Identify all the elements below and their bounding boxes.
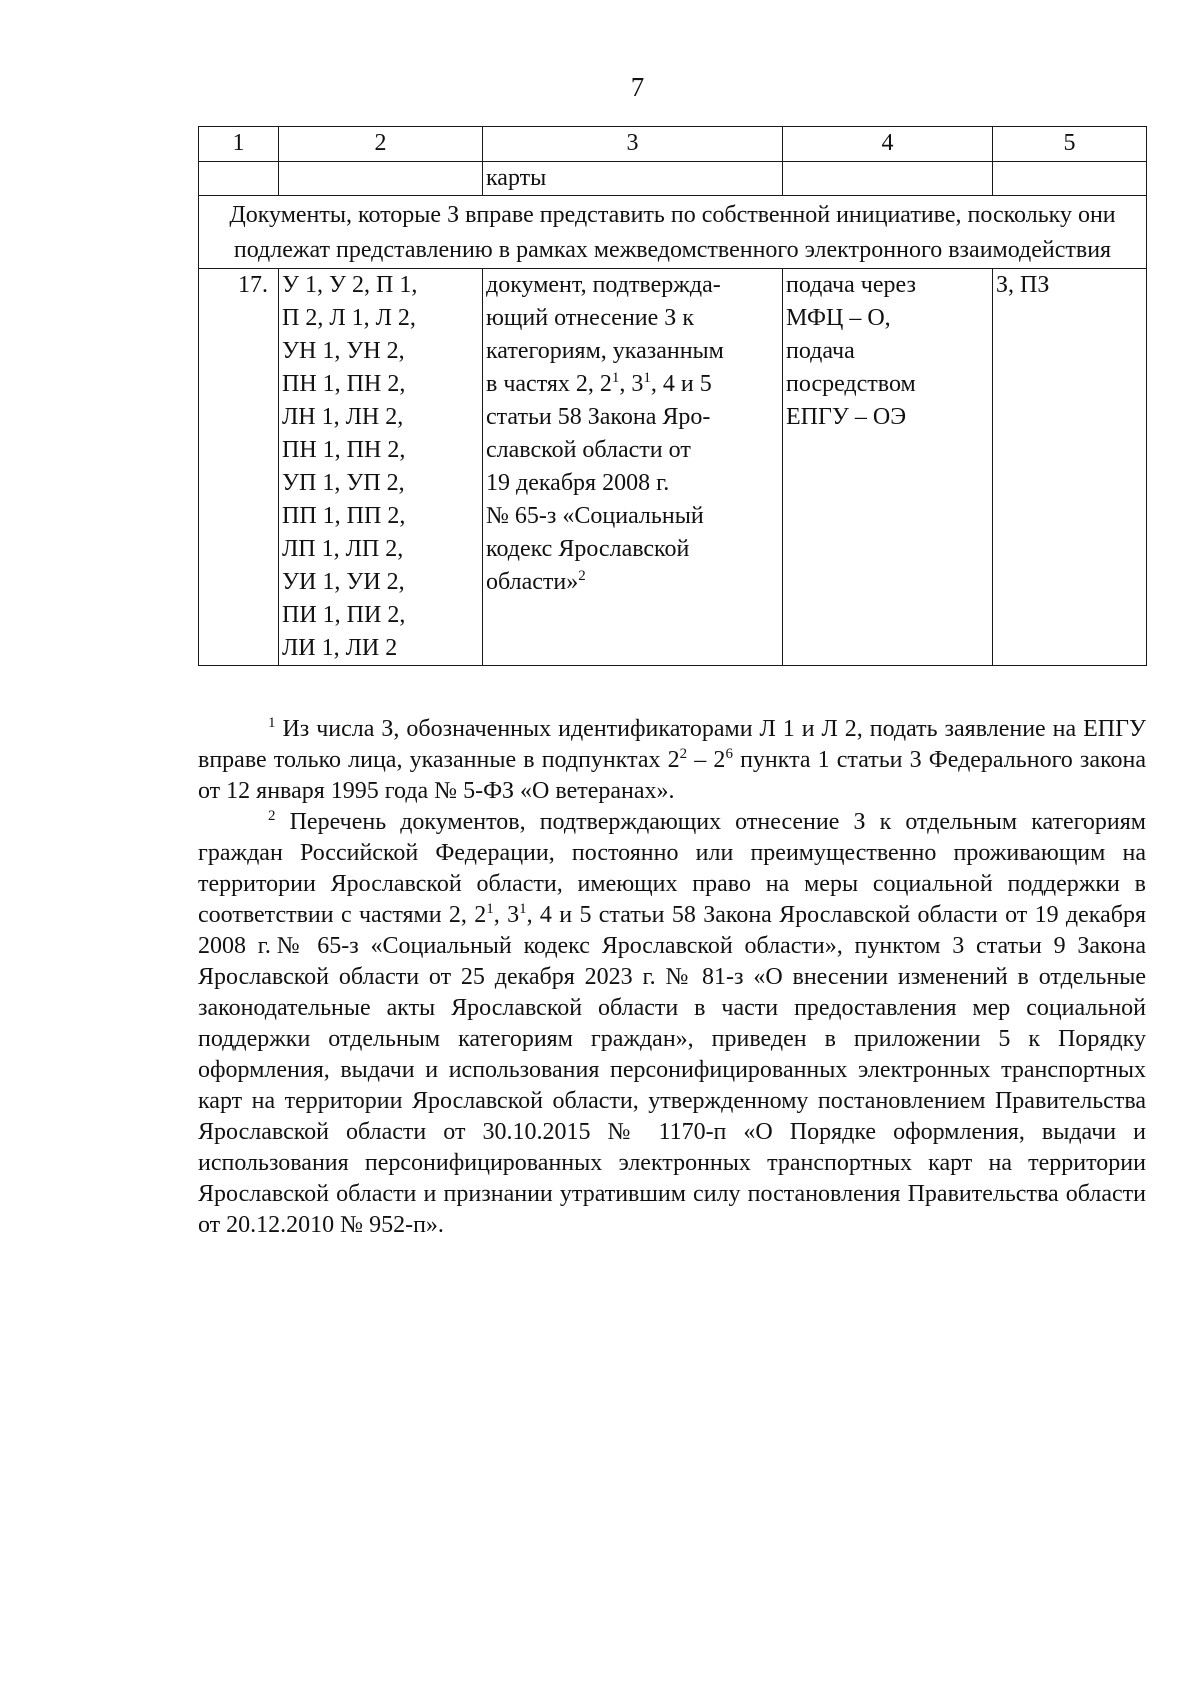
superscript: 1 — [486, 901, 494, 917]
footnote-2 — [198, 807, 1146, 1241]
documents-table — [198, 126, 1147, 666]
identifier-line: УН 1, УН 2, — [282, 338, 405, 364]
footnote-1 — [198, 714, 1146, 807]
identifier-line: У 1, У 2, П 1, — [282, 272, 418, 298]
footnote-ref: 2 — [578, 568, 586, 584]
identifier-line: ПП 1, ПП 2, — [282, 503, 406, 529]
identifier-line: ПН 1, ПН 2, — [282, 437, 406, 463]
parts-mid: , 3 — [619, 371, 644, 397]
submission-line: подача — [786, 338, 855, 364]
document-description-cell — [483, 269, 783, 666]
continuation-cell-1 — [199, 162, 279, 196]
table-row-17 — [199, 269, 1147, 666]
header-cell-3: 3 — [483, 127, 783, 162]
identifiers-cell — [279, 269, 483, 666]
continuation-cell-4 — [783, 162, 993, 196]
parts-suffix: , 4 и 5 — [650, 371, 712, 397]
superscript: 1 — [643, 370, 651, 386]
footnote-text: пункта 1 статьи 3 Федерального закона от 12 января 1995 года № 5-ФЗ «О ветеранах». — [198, 747, 1147, 804]
footnote-marker: 2 — [268, 808, 276, 824]
document-line: № 65-з «Социальный — [486, 503, 704, 529]
superscript: 2 — [679, 746, 688, 762]
header-cell-2: 2 — [279, 127, 483, 162]
document-line-last — [486, 566, 779, 599]
document-line: статьи 58 Закона Яро- — [486, 404, 711, 430]
continuation-cell-3: карты — [483, 162, 783, 196]
footnote-text: Перечень документов, подтверждающих отнесение З к отдельным категориям граждан Российской Федерации, постоянно или преимущественно проживающим на территории Ярославской области, имеющих право на меры социальной поддержки в соответствии с частями 2, 2 — [198, 809, 1146, 928]
identifier-line: УИ 1, УИ 2, — [282, 569, 405, 595]
identifier-line: ЛИ 1, ЛИ 2 — [282, 635, 398, 661]
parts-prefix: в частях 2, 2 — [486, 371, 612, 397]
row-number: 17. — [199, 269, 279, 666]
document-line: славской области от — [486, 437, 691, 463]
identifier-line: УП 1, УП 2, — [282, 470, 405, 496]
section-heading-row — [199, 196, 1147, 269]
continuation-row — [199, 162, 1147, 196]
footnotes — [198, 714, 1146, 1241]
header-cell-5: 5 — [993, 127, 1147, 162]
identifier-line: ПН 1, ПН 2, — [282, 371, 406, 397]
document-line: кодекс Ярославской — [486, 536, 690, 562]
footnote-text: , 4 и 5 статьи 58 Закона Ярославской области от 19 декабря 2008 г.№ 65-з «Социальный кодекс Ярославской области», пунктом 3 статьи 9 Закона Ярославской области от 25 декабря 2023 г. № 81-з «О внесении изменений в отдельные законодательные акты Ярославской области в части предоставления мер социальной поддержки отдельным категориям граждан», приведен в приложении 5 к Порядку оформления, выдачи и использования персонифицированных электронных транспортных карт на территории Ярославской области, утвержденному постановлением Правительства Ярославской области от 30.10.2015 № 1170-п «О Порядке оформления, выдачи и использования персонифицированных электронных транспортных карт на территории Ярославской области и признании утратившим силу постановления Правительства области от 20.12.2010 № 952-п». — [198, 902, 1146, 1238]
superscript: 1 — [611, 370, 620, 386]
submission-line: МФЦ – О, — [786, 305, 891, 331]
header-cell-1: 1 — [199, 127, 279, 162]
page-number: 7 — [630, 72, 645, 102]
continuation-cell-2 — [279, 162, 483, 196]
document-line: 19 декабря 2008 г. — [486, 470, 670, 496]
document-line: документ, подтвержда- — [486, 272, 721, 298]
identifier-line: ЛП 1, ЛП 2, — [282, 536, 404, 562]
footnote-text: – 2 — [687, 747, 726, 773]
footnote-text: , 3 — [493, 902, 520, 928]
document-line: категориям, указанным — [486, 338, 724, 364]
identifier-line: П 2, Л 1, Л 2, — [282, 305, 416, 331]
footnote-text: Из числа З, обозначенных идентификаторами Л 1 и Л 2, подать заявление на ЕПГУ вправе только лица, указанные в подпунктах 2 — [198, 716, 1146, 773]
superscript: 6 — [725, 746, 733, 762]
continuation-cell-5 — [993, 162, 1147, 196]
header-cell-4: 4 — [783, 127, 993, 162]
identifier-line: ПИ 1, ПИ 2, — [282, 602, 406, 628]
submission-method-cell — [783, 269, 993, 666]
submission-line: посредством — [786, 371, 916, 397]
superscript: 1 — [519, 901, 527, 917]
submission-line: подача через — [786, 272, 916, 298]
last-line-text: области» — [486, 569, 579, 595]
document-line-parts — [486, 368, 779, 401]
document-line: ющий отнесение З к — [486, 305, 694, 331]
footnote-marker: 1 — [268, 715, 276, 731]
section-heading: Документы, которые З вправе представить по собственной инициативе, поскольку они подлежат представлению в рамках межведомственного электронного взаимодействия — [199, 196, 1147, 269]
table-header-row — [199, 127, 1147, 162]
identifier-line: ЛН 1, ЛН 2, — [282, 404, 404, 430]
applicants-cell: З, ПЗ — [993, 269, 1147, 666]
submission-line: ЕПГУ – ОЭ — [786, 404, 907, 430]
